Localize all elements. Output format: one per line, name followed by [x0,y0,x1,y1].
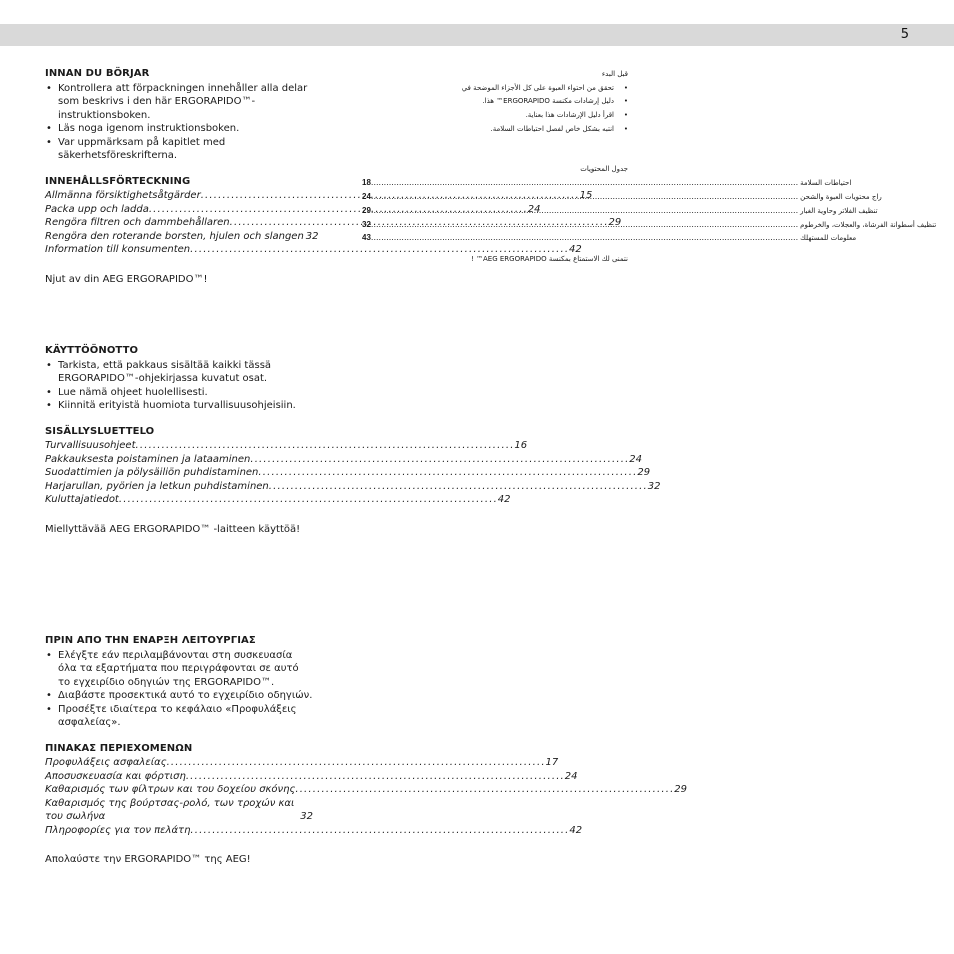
list-item: • Ελέγξτε εάν περιλαμβάνονται στη συσκευασία όλα τα εξαρτήματα που περιγράφονται σε αυτό το εγχειρίδιο οδηγιών της ERGORAPIDO™. [45,649,313,690]
toc-entry[interactable] [45,756,559,770]
swedish-heading: INNAN DU BÖRJAR [45,68,150,79]
page-number: 5 [900,27,909,42]
list-item: • Kontrollera att förpackningen innehåller alla delar som beskrivs i den här ERGORAPIDO™-instruktionsboken. [45,82,313,123]
toc-page: 43 [362,233,371,243]
toc-page: 42 [569,824,583,836]
toc-page: 15 [579,190,593,201]
toc-entry[interactable] [45,770,578,784]
toc-page: 42 [569,244,582,255]
toc-entry[interactable] [362,204,878,218]
toc-title: Rengöra filtren och dammbehållaren [45,217,230,228]
toc-page: 29 [674,784,687,795]
toc-page: 17 [545,757,559,768]
list-item: • دليل إرشادات مكنسة ERGORAPIDO™ هذا. [362,95,628,109]
toc-entry[interactable] [45,480,661,494]
toc-entry[interactable] [45,493,511,507]
arabic-section [362,68,937,267]
toc-entry[interactable] [45,230,319,244]
toc-entry[interactable] [45,797,313,824]
finnish-heading: KÄYTTÖÖNOTTO [45,345,139,356]
toc-title: معلومات للمستهلك [800,234,857,243]
toc-page: 29 [608,217,622,228]
toc-page: 18 [362,178,371,188]
toc-entry[interactable] [45,243,582,257]
list-item: • Kiinnitä erityistä huomiota turvallisuusohjeisiin. [45,399,313,413]
toc-title: Harjarullan, pyörien ja letkun puhdistaminen [45,480,269,492]
arabic-heading: قبل البدء [601,70,628,78]
toc-entry[interactable] [45,824,583,838]
toc-entry[interactable] [45,783,687,797]
toc-page: 24 [629,453,642,465]
toc-title: تنظيف الفلاتر وحاوية الغبار [800,206,878,215]
toc-title: Turvallisuusohjeet [45,440,136,451]
finnish-closing: Miellyttävää AEG ERGORAPIDO™ -laitteen käyttöä! [45,523,301,535]
toc-title: Προφυλάξεις ασφαλείας [45,757,167,768]
swedish-closing: Njut av din AEG ERGORAPIDO™! [45,273,208,285]
list-item: • انتبه بشكل خاص لفصل احتياطات السلامة. [362,123,628,137]
toc-title: Kuluttajatiedot [45,494,119,505]
list-item: • Tarkista, että pakkaus sisältää kaikki tässä ERGORAPIDO™-ohjekirjassa kuvatut osat. [45,359,313,386]
toc-title: Αποσυσκευασία και φόρτιση [45,770,186,782]
swedish-bullets [45,82,313,163]
toc-title: Rengöra den roterande borsten, hjulen och slangen [45,230,304,242]
toc-entry[interactable] [45,466,651,480]
toc-page: 24 [527,203,541,215]
toc-page: 24 [564,770,578,782]
list-item: • Προσέξτε ιδιαίτερα το κεφάλαιο «Προφυλάξεις ασφαλείας». [45,703,313,730]
toc-page: 32 [305,230,319,242]
finnish-toc-heading: SISÄLLYSLUETTELO [45,425,155,437]
toc-entry[interactable] [45,439,528,453]
list-item: • Διαβάστε προσεκτικά αυτό το εγχειρίδιο οδηγιών. [45,689,313,703]
toc-title: احتياطات السلامة [800,179,852,188]
list-item: • Var uppmärksam på kapitlet med säkerhetsföreskrifterna. [45,136,313,163]
toc-title: Packa upp och ladda [45,203,149,215]
toc-page: 32 [647,480,661,492]
greek-closing: Απολαύστε την ERGORAPIDO™ της AEG! [45,854,251,865]
toc-title: Pakkauksesta poistaminen ja lataaminen [45,453,251,465]
list-item: • Lue nämä ohjeet huolellisesti. [45,386,313,400]
arabic-toc [362,163,937,246]
arabic-bullets [362,82,628,137]
toc-page: 42 [497,494,511,505]
finnish-section [45,344,661,536]
toc-page: 29 [637,467,651,478]
greek-toc-heading: ΠΙΝΑΚΑΣ ΠΕΡΙΕΧΟΜΕΝΩΝ [45,742,193,754]
greek-heading: ΠΡΙΝ ΑΠΟ ΤΗΝ ΕΝΑΡΞΗ ΛΕΙΤΟΥΡΓΙΑΣ [45,635,256,646]
toc-title: راج محتويات العبوة والشحن [800,193,882,202]
toc-title: Allmänna försiktighetsåtgärder [45,190,201,201]
header-bar [0,24,954,46]
list-item: • اقرأ دليل الإرشادات هذا بعناية. [362,109,628,123]
toc-title: تنظيف أسطوانة الفرشاة، والعجلات، والخرطوم [800,220,937,229]
toc-entry[interactable] [362,218,937,232]
arabic-toc-heading: جدول المحتويات [580,164,628,173]
toc-entry[interactable] [362,176,852,190]
toc-title: Information till konsumenten [45,244,191,255]
toc-title: Καθαρισμός των φίλτρων και του δοχείου σκόνης [45,784,296,795]
toc-entry[interactable] [362,190,882,204]
list-item: • تحقق من احتواء العبوة على كل الأجزاء الموضحة في [362,82,628,96]
toc-title: Καθαρισμός της βούρτσας-ρολό, των τροχών και του σωλήνα [45,797,295,822]
finnish-bullets [45,359,313,413]
finnish-toc [45,425,661,507]
toc-page: 32 [300,811,313,822]
toc-page: 24 [362,192,371,202]
toc-title: Πληροφορίες για τον πελάτη [45,824,191,836]
toc-entry[interactable] [45,453,642,467]
swedish-toc-heading: INNEHÅLLSFÖRTECKNING [45,175,191,187]
arabic-closing: نتمنى لك الاستمتاع بمكنسة AEG ERGORAPIDO™ ! [470,255,628,264]
greek-toc [45,742,687,838]
toc-title: Suodattimien ja pölysäiliön puhdistaminen [45,467,259,478]
toc-entry[interactable] [362,231,857,245]
toc-page: 32 [362,219,371,229]
list-item: • Läs noga igenom instruktionsboken. [45,122,313,136]
greek-bullets [45,649,313,730]
toc-page: 29 [362,205,371,215]
greek-section [45,634,687,867]
toc-page: 16 [514,440,528,451]
